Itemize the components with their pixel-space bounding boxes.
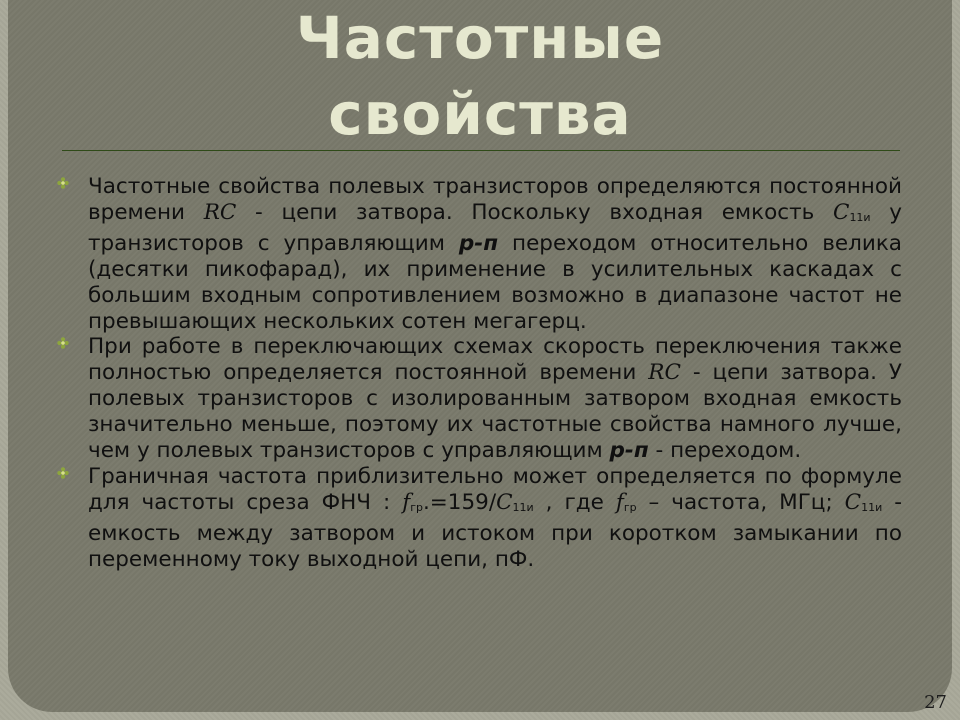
- cutoff-frequency-formula: [402, 490, 533, 515]
- slide-body: [88, 174, 902, 573]
- bullet-2-text-2: - цепи затвора. У полевых транзисторов с изолированным затвором входная емкость значительно меньше, поэтому их частотные свойства намного лучше, чем у полевых транзисторов с управляющим: [88, 360, 903, 464]
- bullet-1-text-2: - цепи затвора. Поскольку входная емкость: [236, 199, 833, 225]
- bullet-3-text-4: - емкость между затвором и истоком при коротком замыкании по переменному току выходной цепи, пФ.: [88, 489, 902, 572]
- slide-title-line-1: Частотные: [295, 4, 665, 72]
- formula-capacitance-symbol: С: [496, 489, 513, 515]
- slide-title-line-2: свойства: [328, 80, 632, 148]
- capacitance-definition-symbol: [845, 490, 883, 515]
- capacitance-subscript-2: 11и: [861, 500, 883, 514]
- bullet-1-text-1: Частотные свойства полевых транзисторов определяются постоянной времени: [88, 174, 902, 225]
- bullet-3-text-2: , где: [533, 489, 616, 515]
- formula-capacitance-subscript: 11и: [512, 500, 534, 514]
- slide-title: [120, 0, 840, 152]
- capacitance-subscript: 11и: [849, 210, 871, 224]
- capacitance-c-symbol-2: С: [844, 489, 862, 515]
- bullet-paragraph-2: [88, 334, 902, 464]
- frequency-subscript: гр: [410, 500, 423, 514]
- flower-bullet-icon: [57, 467, 69, 479]
- bullet-paragraph-1: [88, 174, 902, 334]
- flower-bullet-icon: [57, 337, 69, 349]
- bullet-3-text-3: – частота, МГц;: [636, 489, 845, 515]
- bullet-1-text-4: переходом относительно велика (десятки пикофарад), их применение в усилительных каскадах с большим входным сопротивлением возможно в диапазоне частот не превышающих нескольких сотен мегагерц.: [88, 230, 902, 334]
- capacitance-c-symbol: С: [832, 199, 850, 225]
- pn-term-1: р-п: [458, 230, 499, 256]
- frequency-subscript-2: гр: [623, 500, 637, 514]
- rc-term-2: RC: [648, 360, 681, 386]
- bullet-2-text-1: При работе в переключающих схемах скорость переключения также полностью определяется постоянной времени: [88, 334, 902, 386]
- title-divider: [62, 150, 900, 151]
- bullet-2-text-3: - переходом.: [648, 438, 802, 464]
- frequency-symbol: f: [402, 489, 411, 515]
- pn-term-2: р-п: [609, 438, 649, 464]
- bullet-3-text-1: Граничная частота приблизительно может определяется по формуле для частоты среза ФНЧ :: [88, 463, 902, 515]
- frequency-definition-symbol: [616, 490, 637, 515]
- rc-term-1: RC: [203, 199, 237, 225]
- bullet-1-text-3: у транзисторов с управляющим: [88, 199, 902, 256]
- bullet-paragraph-3: [88, 464, 902, 573]
- formula-value: .=159/: [422, 489, 497, 515]
- page-number: 27: [924, 692, 947, 713]
- input-capacitance-symbol-1: [833, 200, 871, 225]
- flower-bullet-icon: [57, 177, 69, 189]
- frequency-symbol-2: f: [615, 489, 624, 515]
